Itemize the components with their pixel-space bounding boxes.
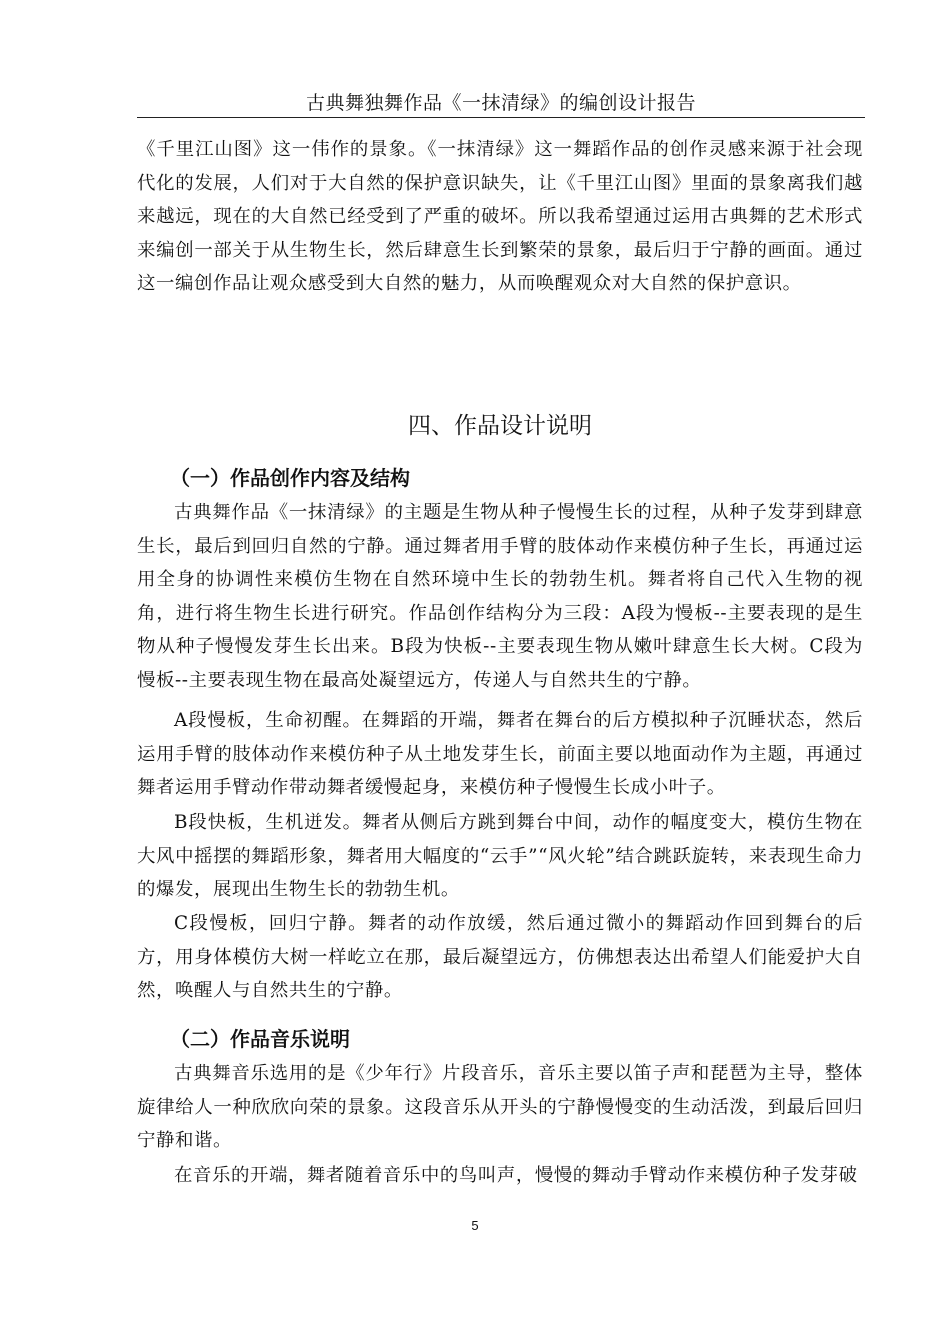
- structure-paragraph: 古典舞作品《一抹清绿》的主题是生物从种子慢慢生长的过程，从种子发芽到肆意生长，最后到回归自然的宁静。通过舞者用手臂的肢体动作来模仿种子生长，再通过运用全身的协调性来模仿生物在自然环境中生长的勃勃生机。舞者将自己代入生物的视角，进行将生物生长进行研究。作品创作结构分为三段：A段为慢板--主要表现的是生物从种子慢慢发芽生长出来。B段为快板--主要表现生物从嫩叶肆意生长大树。C段为慢板--主要表现生物在最高处凝望远方，传递人与自然共生的宁静。: [137, 502, 863, 691]
- section-heading: 四、作品设计说明: [408, 413, 592, 439]
- section-a-paragraph: A段慢板，生命初醒。在舞蹈的开端，舞者在舞台的后方模拟种子沉睡状态，然后运用手臂的肢体动作来模仿种子从土地发芽生长，前面主要以地面动作为主题，再通过舞者运用手臂动作带动舞者缓慢起身，来模仿种子慢慢生长成小叶子。: [137, 710, 863, 798]
- intro-paragraph: 《千里江山图》这一伟作的景象。《一抹清绿》这一舞蹈作品的创作灵感来源于社会现代化的发展，人们对于大自然的保护意识缺失，让《千里江山图》里面的景象离我们越来越远，现在的大自然已经受到了严重的破坏。所以我希望通过运用古典舞的艺术形式来编创一部关于从生物生长，然后肆意生长到繁荣的景象，最后归于宁静的画面。通过这一编创作品让观众感受到大自然的魅力，从而唤醒观众对大自然的保护意识。: [137, 139, 863, 294]
- subsection-heading-structure: （一）作品创作内容及结构: [170, 466, 410, 490]
- music-paragraph: 古典舞音乐选用的是《少年行》片段音乐，音乐主要以笛子声和琵琶为主导，整体旋律给人一种欣欣向荣的景象。这段音乐从开头的宁静慢慢变的生动活泼，到最后回归宁静和谐。: [137, 1063, 863, 1151]
- page-number: 5: [471, 1218, 479, 1233]
- header-divider: [137, 117, 865, 118]
- section-b-paragraph: B段快板，生机迸发。舞者从侧后方跳到舞台中间，动作的幅度变大，模仿生物在大风中摇摆的舞蹈形象，舞者用大幅度的“云手”“风火轮”结合跳跃旋转，来表现生命力的爆发，展现出生物生长的勃勃生机。: [137, 812, 863, 900]
- section-c-paragraph: C段慢板，回归宁静。舞者的动作放缓，然后通过微小的舞蹈动作回到舞台的后方，用身体模仿大树一样屹立在那，最后凝望远方，仿佛想表达出希望人们能爱护大自然，唤醒人与自然共生的宁静。: [137, 913, 863, 1001]
- running-header: 古典舞独舞作品《一抹清绿》的编创设计报告: [305, 92, 696, 114]
- music-paragraph-continued: 在音乐的开端，舞者随着音乐中的鸟叫声，慢慢的舞动手臂动作来模仿种子发芽破: [174, 1165, 858, 1186]
- subsection-heading-music: （二）作品音乐说明: [170, 1027, 350, 1051]
